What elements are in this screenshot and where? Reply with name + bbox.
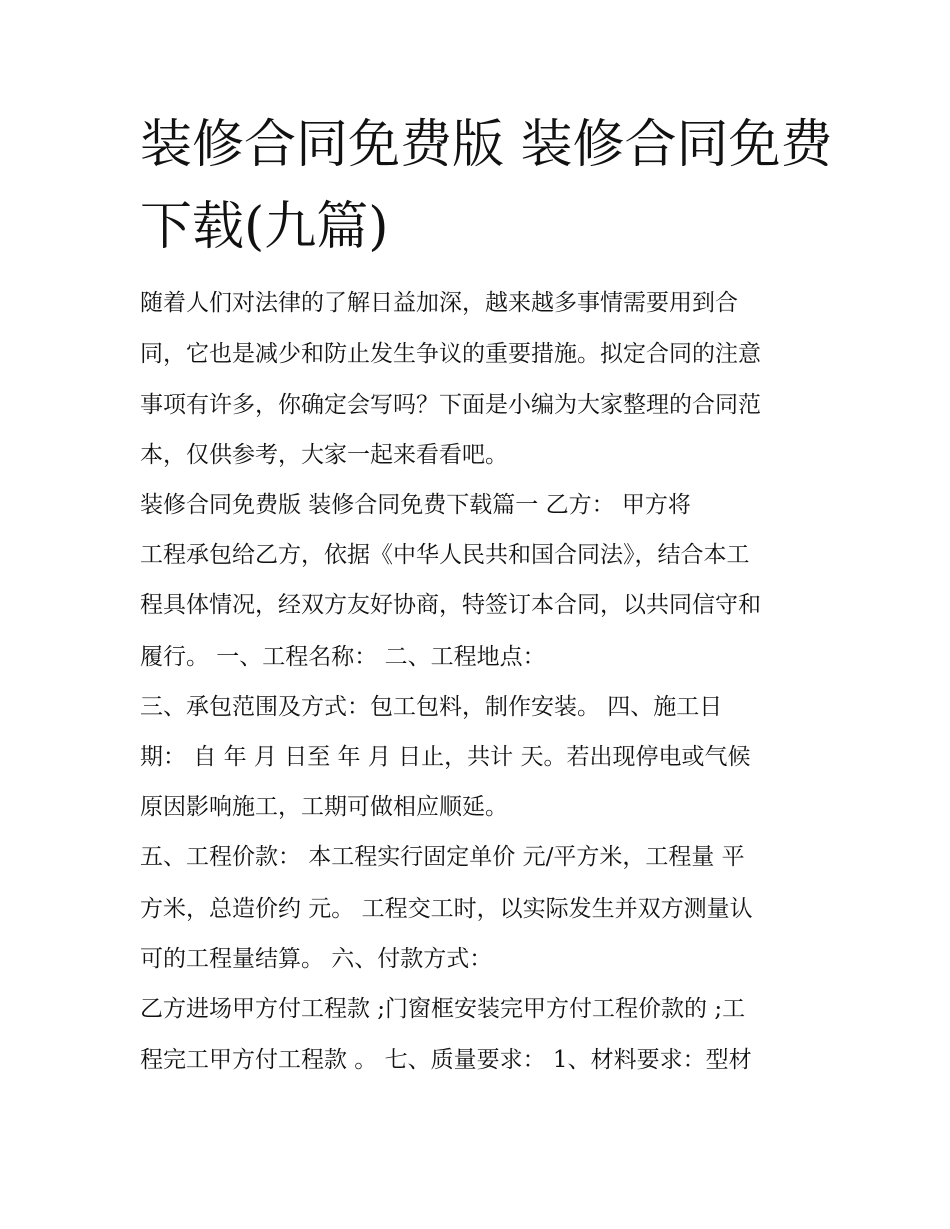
document-title-line-1: 装修合同免费版 装修合同免费 — [140, 115, 833, 175]
body-line: 五、工程价款： 本工程实行固定单价 元/平方米，工程量 平 — [140, 844, 745, 870]
document-title-line-2: 下载(九篇) — [140, 197, 389, 257]
body-line: 乙方进场甲方付工程款 ;门窗框安装完甲方付工程价款的 ;工 — [140, 996, 746, 1022]
body-line: 事项有许多，你确定会写吗？下面是小编为大家整理的合同范 — [140, 392, 761, 418]
body-line: 方米，总造价约 元。 工程交工时，以实际发生并双方测量认 — [140, 896, 753, 922]
body-line: 程具体情况，经双方友好协商，特签订本合同，以共同信守和 — [140, 592, 761, 618]
body-line: 工程承包给乙方，依据《中华人民共和国合同法》，结合本工 — [140, 542, 750, 568]
body-line: 随着人们对法律的了解日益加深，越来越多事情需要用到合 — [140, 290, 738, 316]
body-line: 履行。 一、工程名称： 二、工程地点： — [140, 644, 546, 670]
body-line: 程完工甲方付工程款 。 七、质量要求： 1、材料要求：型材 — [140, 1047, 752, 1073]
body-line: 本，仅供参考，大家一起来看看吧。 — [140, 442, 508, 468]
body-line: 三、承包范围及方式：包工包料，制作安装。 四、施工日 — [140, 694, 723, 720]
body-line: 装修合同免费版 装修合同免费下载篇一 乙方： 甲方将 — [140, 492, 691, 518]
body-line: 期： 自 年 月 日至 年 月 日止，共计 天。若出现停电或气候 — [140, 744, 751, 770]
body-line: 可的工程量结算。 六、付款方式： — [140, 946, 493, 972]
body-line: 原因影响施工，工期可做相应顺延。 — [140, 794, 508, 820]
body-line: 同，它也是减少和防止发生争议的重要措施。拟定合同的注意 — [140, 341, 761, 367]
